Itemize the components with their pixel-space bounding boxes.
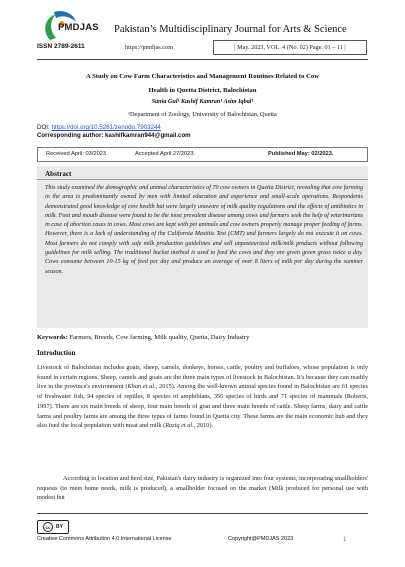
issn: ISSN 2789-2611	[37, 43, 85, 50]
abstract-text: This study examined the demographic and animal characteristics of 70 cow owners in Quetta District, revealing that cow farming in the area is predominantly owned by men with limited education and experience and small-scale operations. Respondents demonstrated good knowledge of cow health but were largely unaware of milk quality regulations and the effects of antibiotics in milk. Foot and mouth disease were found to be the most prevalent disease among cows and farmers seek the help of veterinarians in case of abortion cases in cows. Most cows are kept with pet animals and cow owners properly manage proper feeding of farms. However, there is a lack of understanding of the California Mastitis Test (CMT) and farmers largely do not execute it on cows. Most farmers do not comply with safe milk production guidelines and sell unpasteurized milk/milk products without following guidelines for milk selling. The traditional bucket method is used to feed the cows and they are given green grass twice a day. Cows consume between 10-15 kg of feed per day and produce an average of over 8 liters of milk per day during the summer season.	[45, 185, 363, 275]
keywords-list: Farmers, Breeds, Cow farming, Milk quality, Quetta, Dairy Industry	[67, 334, 250, 341]
corresponding-author: Corresponding author: kashifkamran944@gmail.com	[37, 132, 191, 139]
introduction-paragraph-1	[37, 363, 368, 431]
abstract-divider	[37, 179, 368, 180]
published-date: Published May: 02/2023.	[268, 151, 334, 157]
page-number: 1	[343, 537, 347, 543]
publication-dates	[37, 147, 368, 162]
footer-divider	[37, 513, 368, 514]
paper-title-line-2: Health in Quetta District, Balochistan	[148, 87, 257, 94]
keywords-label: Keywords:	[37, 334, 68, 341]
journal-title: Pakistan’s Multidisciplinary Journal for Arts & Science	[114, 24, 347, 35]
issue-info: | May. 2023, VOL. 4 (No. 02) Page. 01 – 11 |	[213, 40, 367, 55]
paper-title-line-1: A Study on Cow Farm Characteristics and Management Routines Related to Cow	[85, 73, 320, 80]
header-divider	[37, 59, 368, 60]
doi-label: DOI:	[37, 124, 52, 131]
license-text: Creative Commons Attribution 4.0 International License	[37, 536, 172, 542]
copyright-text: Copyright@PMDJAS 2023	[228, 536, 294, 542]
received-date: Received April: 03/2023.	[46, 151, 108, 157]
abstract-heading: Abstract	[45, 170, 72, 178]
creative-commons-badge	[37, 520, 69, 534]
journal-website-link[interactable]: https://pmdjas.com	[125, 44, 174, 51]
logo-swoosh-blue	[54, 11, 76, 22]
citation-raziq: Raziq et al.,	[165, 422, 196, 430]
intro-p1-part-a: Livestock of Balochistan includes goats, sheep, camels, donkeys, horses, cattle, poultry and buffaloes, whose population is only found in certain regions. Sheep, camels and goats are the three main types of livestock in Balochistan. It's because they can readily live in the province's environment (	[37, 364, 368, 391]
author-list: Sania Gul¹ Kashif Kamran¹ Asim Iqbal¹	[151, 98, 254, 105]
citation-khan: Khan et al.,	[127, 383, 158, 391]
introduction-paragraph-2: According to location and herd size, Pakistan's dairy industry is organized into four systems, incorporating smallholders' requests (to meet home needs, milk is produced), a smallholder focused on the market (Milk produced for personal use with modest but	[37, 475, 368, 502]
cc-by-label: BY	[56, 524, 63, 530]
accepted-date: Accepted April 27/2023.	[135, 151, 196, 157]
doi-link[interactable]: https://doi.org/10.5281/zenodo.7903244	[51, 124, 161, 131]
paper-title	[50, 70, 355, 98]
logo-text: PMDJAS	[58, 22, 99, 33]
cc-icon: cc	[43, 522, 53, 532]
intro-p1-part-b: 2015). Among the well-known animal species found in Balochistan are 61 species of freshwater fish, 94 species of reptiles, 8 species of amphibians, 356 species of birds and 71 species of mammals (Roberts, 1997). There are six main breeds of sheep, four main breeds of goat and three main breeds of cattle. Sheep farms, dairy and cattle farms and poultry farms are among the three types of farms found in Quetta city. These farms are the main economic hub and they also feed the local population with meat and milk (	[37, 383, 368, 430]
intro-p1-part-c: 2010).	[195, 422, 214, 430]
doi-line	[37, 124, 161, 131]
affiliation: ¹Department of Zoology, University of Balochistan, Quetta	[128, 111, 277, 118]
introduction-heading: Introduction	[37, 349, 76, 357]
logo-swoosh-green	[45, 14, 56, 40]
keywords	[37, 334, 249, 341]
